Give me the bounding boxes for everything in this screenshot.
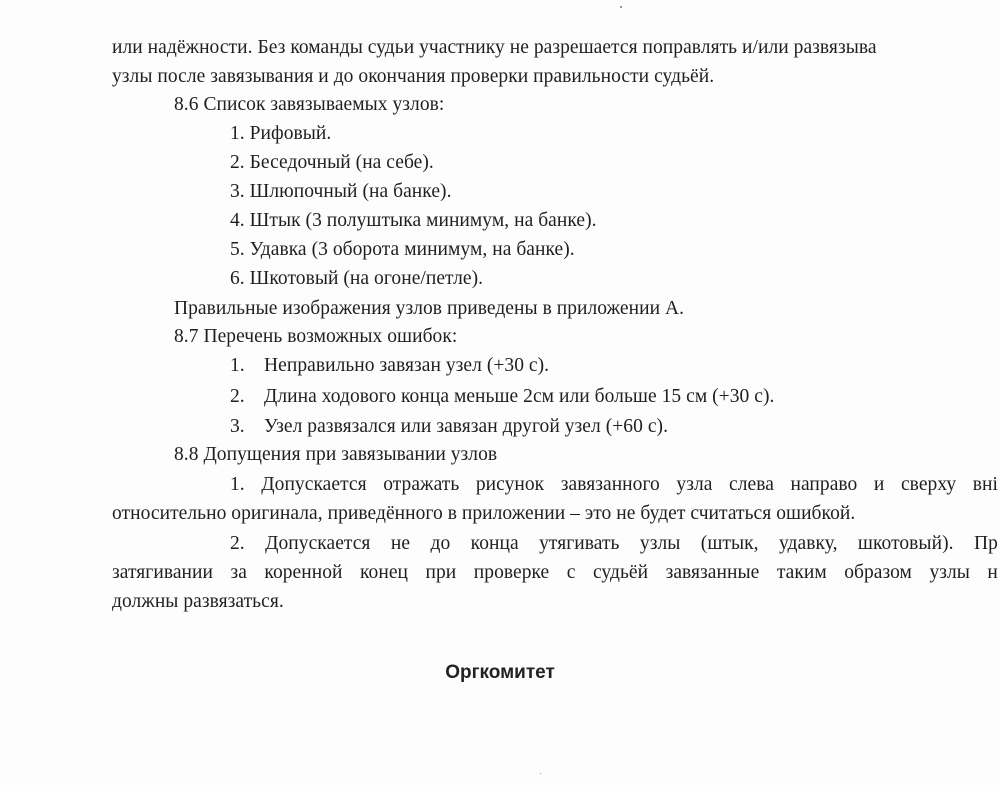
word: судьёй: [592, 562, 649, 583]
word: узлы: [639, 533, 681, 554]
text-line: должны развязаться.: [112, 591, 284, 612]
knot-item: 5. Удавка (3 оборота минимум, на банке).: [230, 239, 575, 260]
error-item: [230, 384, 774, 410]
word: 1.: [230, 474, 245, 495]
paragraph-line-justified: [230, 472, 998, 498]
section-heading-8-6: 8.6 Список завязываемых узлов:: [174, 94, 445, 115]
word: вні: [972, 474, 998, 495]
word: направо: [790, 474, 858, 495]
word: не: [390, 533, 411, 554]
word: слева: [729, 474, 774, 495]
word: Пр: [973, 533, 998, 554]
section-heading-8-7: 8.7 Перечень возможных ошибок:: [174, 326, 458, 347]
knot-item: 6. Шкотовый (на огоне/петле).: [230, 268, 484, 289]
knot-item: 4. Штык (3 полуштыка минимум, на банке).: [230, 210, 597, 231]
word: проверке: [473, 562, 550, 583]
text-line: узлы после завязывания и до окончания проверки правильности судьёй.: [112, 66, 715, 87]
word: таким: [776, 562, 827, 583]
paragraph-line-justified: [112, 560, 998, 586]
word: шкотовый).: [857, 533, 954, 554]
error-text: Неправильно завязан узел (+30 с).: [264, 355, 550, 376]
error-number: 1.: [230, 355, 245, 376]
word: узлы: [929, 562, 970, 583]
knot-item: 2. Беседочный (на себе).: [230, 152, 434, 173]
scan-speck: [620, 6, 622, 8]
word: и: [873, 474, 885, 495]
word: образом: [844, 562, 912, 583]
word: коренной: [264, 562, 343, 583]
word: сверху: [900, 474, 957, 495]
word: (штык,: [700, 533, 759, 554]
error-number: 3.: [230, 416, 245, 437]
word: конца: [470, 533, 519, 554]
word: н: [987, 562, 998, 583]
word: 2.: [230, 533, 245, 554]
text-line: или надёжности. Без команды судьи участнику не разрешается поправлять и/или развязыва: [112, 37, 877, 58]
text-line: относительно оригинала, приведённого в приложении – это не будет считаться ошибкой.: [112, 503, 856, 524]
word: завязанного: [560, 474, 660, 495]
word: с: [566, 562, 576, 583]
section-heading-8-8: 8.8 Допущения при завязывании узлов: [174, 444, 498, 465]
error-number: 2.: [230, 386, 245, 407]
word: при: [425, 562, 457, 583]
error-text: Длина ходового конца меньше 2см или больше 15 см (+30 с).: [264, 386, 775, 407]
word: за: [230, 562, 247, 583]
word: завязанные: [665, 562, 760, 583]
error-text: Узел развязался или завязан другой узел (+60 с).: [264, 416, 669, 437]
knot-item: 3. Шлюпочный (на банке).: [230, 181, 452, 202]
error-item: [230, 414, 668, 440]
word: удавку,: [778, 533, 838, 554]
word: отражать: [383, 474, 460, 495]
word: конец: [360, 562, 409, 583]
word: затягивании: [112, 562, 213, 583]
paragraph-line-justified: [230, 531, 998, 557]
error-item: [230, 353, 549, 379]
text-line: Правильные изображения узлов приведены в приложении А.: [174, 298, 685, 319]
word: рисунок: [475, 474, 545, 495]
scan-speck: [540, 773, 541, 774]
knot-item: 1. Рифовый.: [230, 123, 332, 144]
signature-organizing-committee: Оргкомитет: [445, 662, 555, 683]
word: до: [430, 533, 451, 554]
word: утягивать: [539, 533, 620, 554]
word: Допускается: [261, 474, 367, 495]
word: Допускается: [265, 533, 371, 554]
word: узла: [676, 474, 713, 495]
